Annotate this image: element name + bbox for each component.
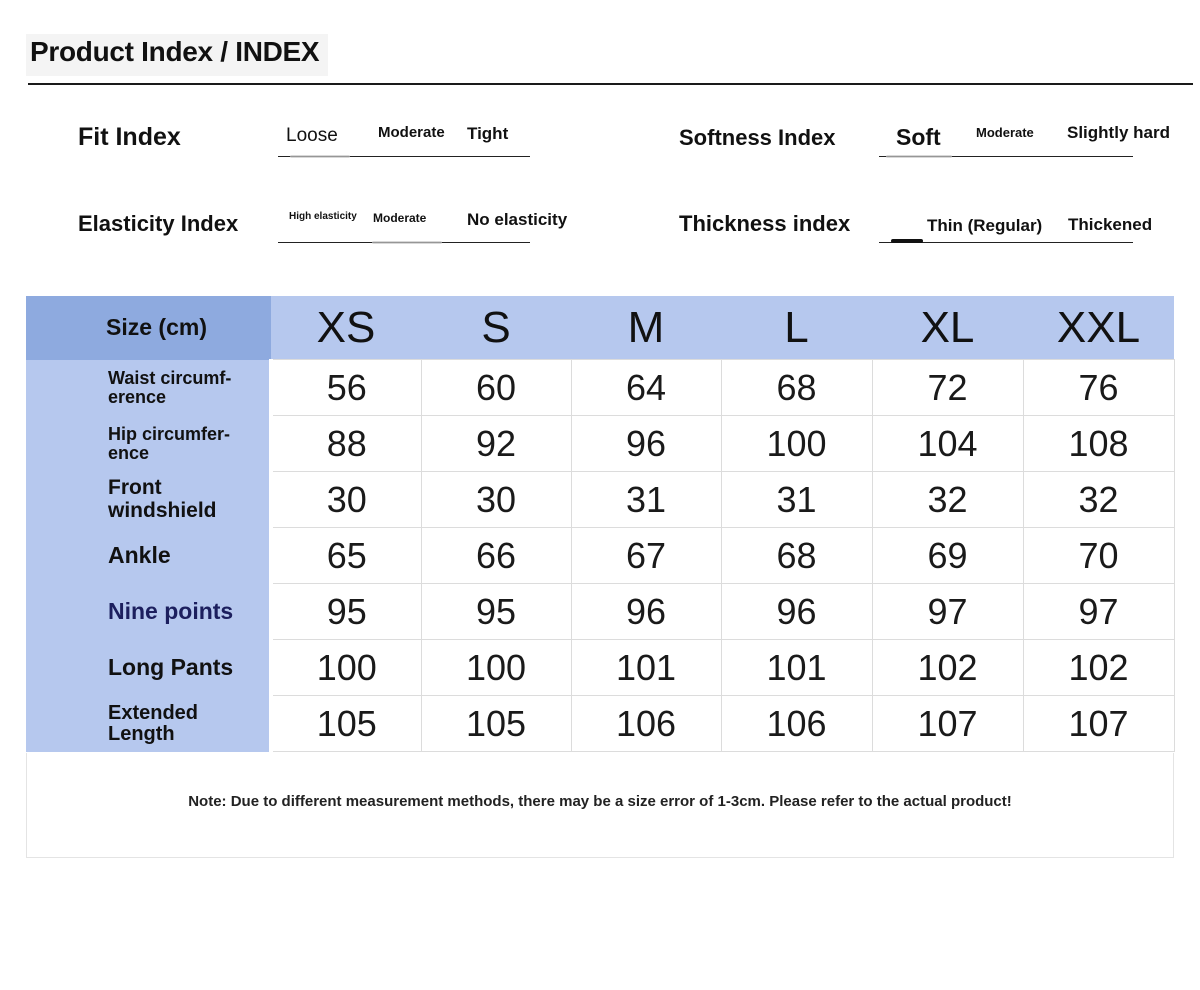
- softness-option-moderate: Moderate: [976, 125, 1034, 140]
- fit-index-label: Fit Index: [78, 123, 181, 151]
- row-label-ankle: Ankle: [26, 528, 271, 584]
- size-header-row: [26, 296, 1174, 360]
- softness-option-soft: Soft: [896, 124, 941, 150]
- table-cell: 95: [271, 584, 421, 640]
- softness-index-label: Softness Index: [679, 125, 836, 150]
- table-cell: 104: [872, 416, 1023, 472]
- elasticity-option-none: No elasticity: [467, 210, 568, 229]
- thickness-index-label: Thickness index: [679, 211, 851, 236]
- size-table: [26, 296, 1174, 752]
- measurement-note: Note: Due to different measurement methods, there may be a size error of 1-3cm. Please refer to the actual product!: [188, 793, 1012, 810]
- table-cell: 96: [721, 584, 872, 640]
- table-row-long-pants: [26, 640, 1174, 696]
- table-row-extended-length: [26, 696, 1174, 752]
- table-cell: 66: [421, 528, 571, 584]
- elasticity-option-moderate: Moderate: [373, 211, 427, 225]
- table-cell: 106: [571, 696, 721, 752]
- table-cell: 105: [421, 696, 571, 752]
- table-cell: 67: [571, 528, 721, 584]
- table-cell: 96: [571, 584, 721, 640]
- table-cell: 88: [271, 416, 421, 472]
- table-cell: 72: [872, 360, 1023, 416]
- table-cell: 76: [1023, 360, 1174, 416]
- page-title: Product Index / INDEX: [30, 36, 320, 67]
- size-xl-header: XL: [872, 296, 1023, 360]
- table-cell: 105: [271, 696, 421, 752]
- table-cell: 64: [571, 360, 721, 416]
- elasticity-index-marker: [372, 241, 442, 244]
- table-cell: 101: [721, 640, 872, 696]
- table-cell: 100: [271, 640, 421, 696]
- size-s-header: S: [421, 296, 571, 360]
- size-unit-header: Size (cm): [26, 296, 271, 360]
- table-cell: 70: [1023, 528, 1174, 584]
- table-row-ankle: [26, 528, 1174, 584]
- elasticity-index-label: Elasticity Index: [78, 211, 239, 236]
- table-cell: 92: [421, 416, 571, 472]
- table-cell: 56: [271, 360, 421, 416]
- table-cell: 97: [872, 584, 1023, 640]
- row-label-extended-length: Extended Length: [26, 696, 271, 752]
- table-row-nine-points: [26, 584, 1174, 640]
- table-cell: 106: [721, 696, 872, 752]
- row-label-hip: Hip circumfer- ence: [26, 416, 271, 472]
- table-cell: 65: [271, 528, 421, 584]
- table-cell: 108: [1023, 416, 1174, 472]
- table-cell: 97: [1023, 584, 1174, 640]
- thickness-option-thin: Thin (Regular): [927, 216, 1043, 235]
- fit-option-moderate: Moderate: [378, 124, 445, 141]
- table-cell: 102: [872, 640, 1023, 696]
- table-cell: 102: [1023, 640, 1174, 696]
- row-label-waist: Waist circumf- erence: [26, 360, 271, 416]
- thickness-index-marker: [891, 239, 923, 243]
- size-xs-header: XS: [271, 296, 421, 360]
- row-label-front-windshield: Front windshield: [26, 472, 271, 528]
- table-cell: 60: [421, 360, 571, 416]
- elasticity-option-high: High elasticity: [289, 211, 357, 222]
- table-cell: 31: [721, 472, 872, 528]
- table-cell: 30: [271, 472, 421, 528]
- table-cell: 68: [721, 360, 872, 416]
- table-cell: 69: [872, 528, 1023, 584]
- fit-option-loose: Loose: [286, 125, 338, 146]
- table-row-hip: [26, 416, 1174, 472]
- table-row-front-windshield: [26, 472, 1174, 528]
- table-cell: 68: [721, 528, 872, 584]
- note-box: [26, 753, 1174, 858]
- table-cell: 96: [571, 416, 721, 472]
- table-cell: 100: [721, 416, 872, 472]
- softness-option-slightly-hard: Slightly hard: [1067, 123, 1170, 142]
- table-cell: 32: [1023, 472, 1174, 528]
- table-cell: 100: [421, 640, 571, 696]
- table-cell: 32: [872, 472, 1023, 528]
- table-cell: 101: [571, 640, 721, 696]
- table-cell: 95: [421, 584, 571, 640]
- title-divider: [28, 83, 1193, 85]
- thickness-option-thickened: Thickened: [1068, 215, 1153, 234]
- table-row-waist: [26, 360, 1174, 416]
- table-cell: 30: [421, 472, 571, 528]
- table-cell: 31: [571, 472, 721, 528]
- size-xxl-header: XXL: [1023, 296, 1174, 360]
- table-cell: 107: [872, 696, 1023, 752]
- size-l-header: L: [721, 296, 872, 360]
- fit-option-tight: Tight: [467, 124, 509, 143]
- row-label-nine-points: Nine points: [26, 584, 271, 640]
- softness-index-marker: [886, 155, 952, 158]
- row-label-long-pants: Long Pants: [26, 640, 271, 696]
- size-m-header: M: [571, 296, 721, 360]
- fit-index-marker: [290, 155, 350, 158]
- table-cell: 107: [1023, 696, 1174, 752]
